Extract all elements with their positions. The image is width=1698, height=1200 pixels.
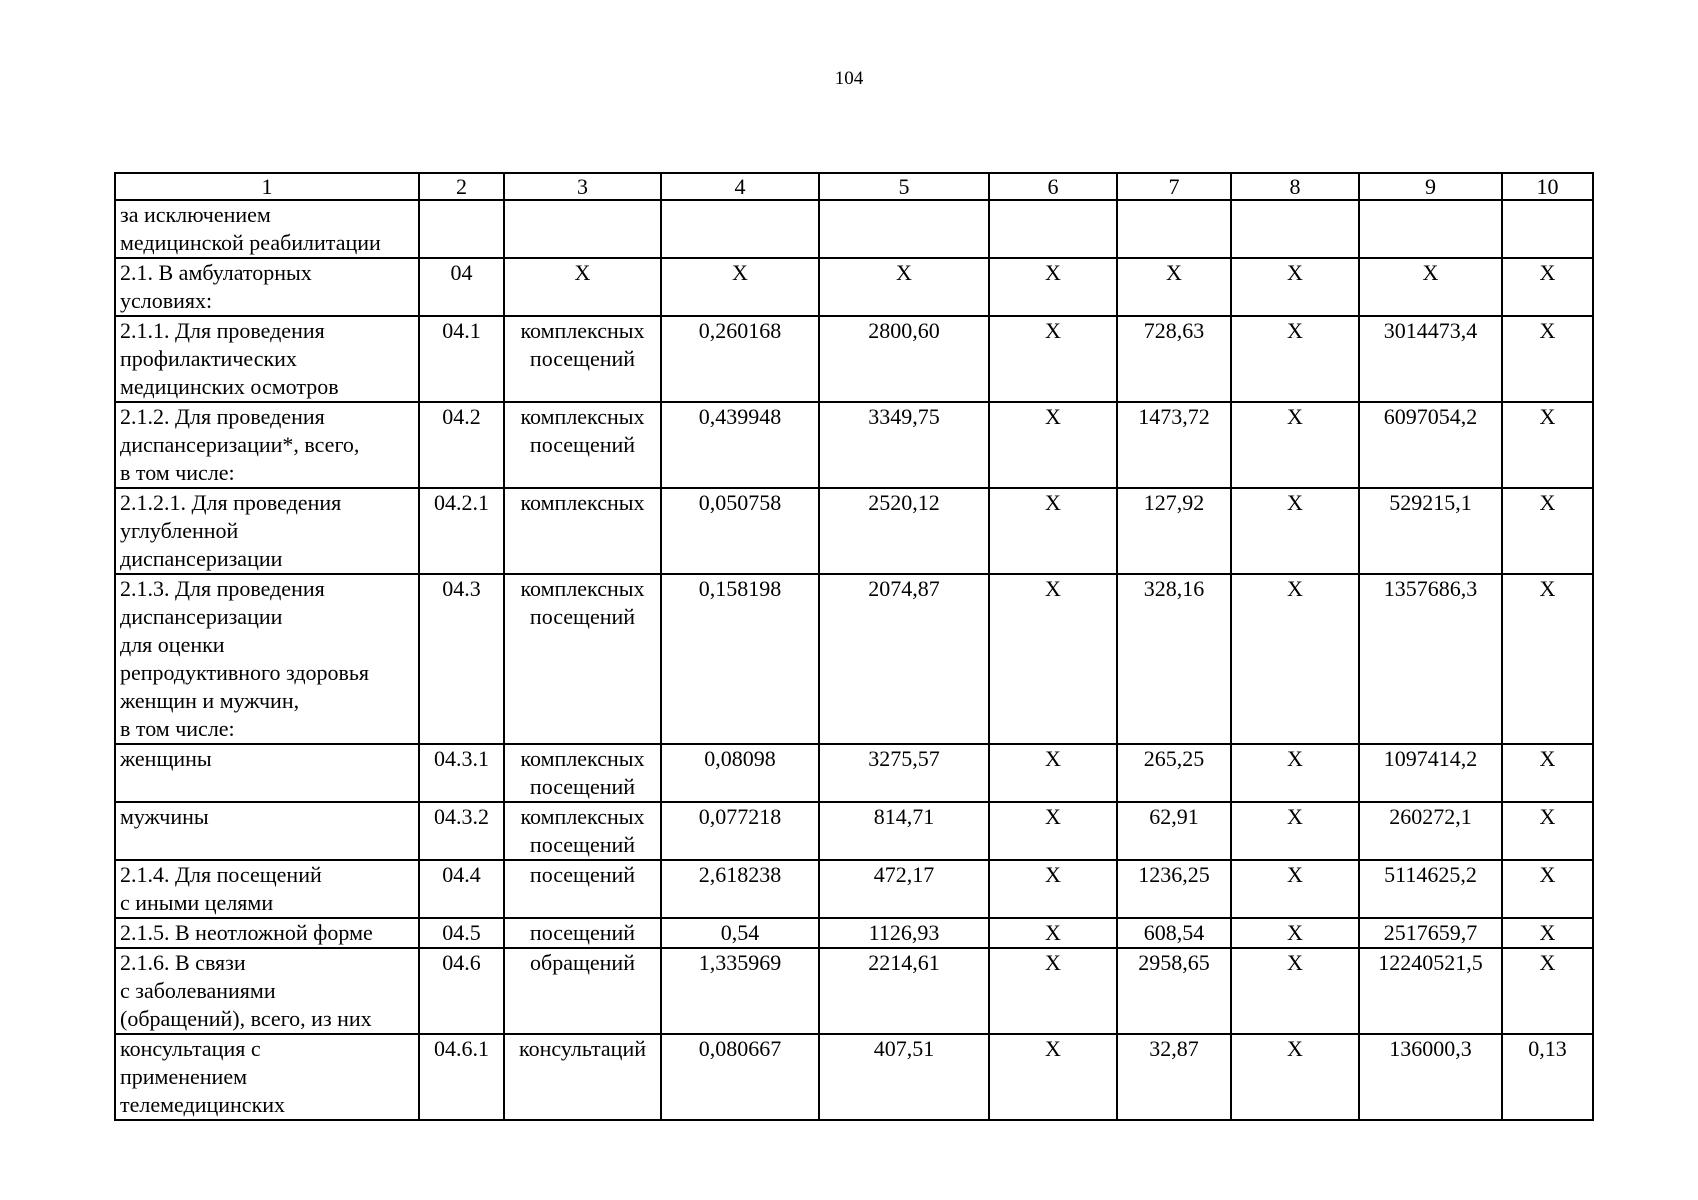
table-cell: Х xyxy=(1231,1034,1359,1120)
table-cell: 472,17 xyxy=(819,860,989,918)
table-row xyxy=(115,918,1593,948)
row-name-cell: 2.1.6. В связи с заболеваниями (обращений), всего, из них xyxy=(115,948,419,1034)
table-cell: Х xyxy=(989,574,1117,744)
table-cell: комплексных посещений xyxy=(504,402,661,488)
table-cell: 814,71 xyxy=(819,802,989,860)
table-cell: обращений xyxy=(504,948,661,1034)
table-cell: Х xyxy=(989,918,1117,948)
table-cell: 0,439948 xyxy=(661,402,819,488)
table-cell: 0,050758 xyxy=(661,488,819,574)
table-cell: 1236,25 xyxy=(1117,860,1231,918)
table-cell: 1,335969 xyxy=(661,948,819,1034)
table-cell: Х xyxy=(1502,860,1593,918)
table-cell: 04.1 xyxy=(419,316,504,402)
table-cell xyxy=(1231,200,1359,258)
table-row xyxy=(115,860,1593,918)
table-cell: Х xyxy=(1231,488,1359,574)
header-row xyxy=(115,173,1593,200)
table-row xyxy=(115,574,1593,744)
table-cell: Х xyxy=(1231,402,1359,488)
row-name-cell: 2.1.1. Для проведения профилактических медицинских осмотров xyxy=(115,316,419,402)
table-cell: Х xyxy=(989,802,1117,860)
header-cell: 5 xyxy=(819,173,989,200)
header-cell: 2 xyxy=(419,173,504,200)
header-cell: 6 xyxy=(989,173,1117,200)
table-cell: консультаций xyxy=(504,1034,661,1120)
data-table xyxy=(114,172,1594,1121)
table-cell: 0,158198 xyxy=(661,574,819,744)
table-cell: Х xyxy=(989,744,1117,802)
table-cell: Х xyxy=(1231,802,1359,860)
table-cell: Х xyxy=(1231,258,1359,316)
table-cell: Х xyxy=(1502,316,1593,402)
table-cell: 728,63 xyxy=(1117,316,1231,402)
table-cell: 6097054,2 xyxy=(1359,402,1502,488)
header-cell: 4 xyxy=(661,173,819,200)
table-cell xyxy=(989,200,1117,258)
table-cell: 04.4 xyxy=(419,860,504,918)
table-cell: 1126,93 xyxy=(819,918,989,948)
table-cell: 32,87 xyxy=(1117,1034,1231,1120)
header-cell: 1 xyxy=(115,173,419,200)
row-name-cell: 2.1.3. Для проведения диспансеризации для оценки репродуктивного здоровья женщин и мужчин, в том числе: xyxy=(115,574,419,744)
table-cell: 04.2.1 xyxy=(419,488,504,574)
table-cell: 04.5 xyxy=(419,918,504,948)
table-cell: 1097414,2 xyxy=(1359,744,1502,802)
table-cell: 2958,65 xyxy=(1117,948,1231,1034)
table-cell: 3275,57 xyxy=(819,744,989,802)
table-cell: 608,54 xyxy=(1117,918,1231,948)
table-cell: Х xyxy=(661,258,819,316)
table-cell xyxy=(661,200,819,258)
table-cell: Х xyxy=(1502,744,1593,802)
table-cell: 5114625,2 xyxy=(1359,860,1502,918)
table-cell: комплексных посещений xyxy=(504,744,661,802)
table-cell: 260272,1 xyxy=(1359,802,1502,860)
table-cell: 0,08098 xyxy=(661,744,819,802)
table-row xyxy=(115,258,1593,316)
header-cell: 8 xyxy=(1231,173,1359,200)
table-cell: Х xyxy=(1231,316,1359,402)
row-name-cell: 2.1.4. Для посещений с иными целями xyxy=(115,860,419,918)
table-cell: 0,13 xyxy=(1502,1034,1593,1120)
row-name-cell: 2.1.2.1. Для проведения углубленной диспансеризации xyxy=(115,488,419,574)
table-cell: Х xyxy=(989,948,1117,1034)
table-cell: Х xyxy=(989,402,1117,488)
table-cell: Х xyxy=(1502,574,1593,744)
table-cell: Х xyxy=(1502,488,1593,574)
table-cell xyxy=(504,200,661,258)
table-cell: Х xyxy=(1231,860,1359,918)
table-cell: Х xyxy=(1502,918,1593,948)
table-cell: 2520,12 xyxy=(819,488,989,574)
row-name-cell: женщины xyxy=(115,744,419,802)
table-cell xyxy=(1359,200,1502,258)
header-cell: 7 xyxy=(1117,173,1231,200)
table-cell: Х xyxy=(989,488,1117,574)
row-name-cell: за исключением медицинской реабилитации xyxy=(115,200,419,258)
table-cell: Х xyxy=(504,258,661,316)
table-cell: комплексных посещений xyxy=(504,316,661,402)
table-cell: 136000,3 xyxy=(1359,1034,1502,1120)
table-cell xyxy=(819,200,989,258)
table-cell: 2517659,7 xyxy=(1359,918,1502,948)
table-cell: 0,077218 xyxy=(661,802,819,860)
table-cell: 328,16 xyxy=(1117,574,1231,744)
table-cell: Х xyxy=(1231,744,1359,802)
table-cell: Х xyxy=(1502,802,1593,860)
table-cell: 1357686,3 xyxy=(1359,574,1502,744)
table-cell: Х xyxy=(1231,574,1359,744)
table-row xyxy=(115,488,1593,574)
table-row xyxy=(115,802,1593,860)
table-cell: 12240521,5 xyxy=(1359,948,1502,1034)
table-cell: 04.3.2 xyxy=(419,802,504,860)
table-cell: Х xyxy=(1502,948,1593,1034)
table-cell: 3349,75 xyxy=(819,402,989,488)
table-cell: Х xyxy=(819,258,989,316)
table-cell: Х xyxy=(989,1034,1117,1120)
table-cell xyxy=(1502,200,1593,258)
table-row xyxy=(115,316,1593,402)
table-cell: Х xyxy=(1117,258,1231,316)
table-cell: 2074,87 xyxy=(819,574,989,744)
table-row xyxy=(115,200,1593,258)
table-cell: 0,080667 xyxy=(661,1034,819,1120)
table-row xyxy=(115,948,1593,1034)
row-name-cell: 2.1.2. Для проведения диспансеризации*, всего, в том числе: xyxy=(115,402,419,488)
table-cell: 265,25 xyxy=(1117,744,1231,802)
table-cell xyxy=(419,200,504,258)
table-cell: Х xyxy=(989,316,1117,402)
table-cell: Х xyxy=(1359,258,1502,316)
table-row xyxy=(115,402,1593,488)
table-cell: 529215,1 xyxy=(1359,488,1502,574)
table-cell: 2214,61 xyxy=(819,948,989,1034)
table-cell: 04.3 xyxy=(419,574,504,744)
page-number: 104 xyxy=(834,68,864,89)
row-name-cell: 2.1. В амбулаторных условиях: xyxy=(115,258,419,316)
table-cell: 0,54 xyxy=(661,918,819,948)
table-cell: посещений xyxy=(504,860,661,918)
table-cell: комплексных посещений xyxy=(504,802,661,860)
header-cell: 3 xyxy=(504,173,661,200)
table-cell: 04 xyxy=(419,258,504,316)
table-cell: Х xyxy=(989,860,1117,918)
table-cell: 0,260168 xyxy=(661,316,819,402)
table-cell xyxy=(1117,200,1231,258)
header-cell: 9 xyxy=(1359,173,1502,200)
table-cell: Х xyxy=(1231,918,1359,948)
table-cell: комплексных xyxy=(504,488,661,574)
table-cell: 04.3.1 xyxy=(419,744,504,802)
table-cell: 407,51 xyxy=(819,1034,989,1120)
table-cell: посещений xyxy=(504,918,661,948)
table-cell: 04.2 xyxy=(419,402,504,488)
table-cell: комплексных посещений xyxy=(504,574,661,744)
table-row xyxy=(115,744,1593,802)
table-cell: 2,618238 xyxy=(661,860,819,918)
table-cell: 2800,60 xyxy=(819,316,989,402)
table-cell: 127,92 xyxy=(1117,488,1231,574)
table-cell: 04.6 xyxy=(419,948,504,1034)
table-cell: Х xyxy=(989,258,1117,316)
row-name-cell: мужчины xyxy=(115,802,419,860)
table-cell: 3014473,4 xyxy=(1359,316,1502,402)
row-name-cell: 2.1.5. В неотложной форме xyxy=(115,918,419,948)
table-cell: Х xyxy=(1231,948,1359,1034)
table-cell: 04.6.1 xyxy=(419,1034,504,1120)
table-row xyxy=(115,1034,1593,1120)
table-cell: 62,91 xyxy=(1117,802,1231,860)
row-name-cell: консультация с применением телемедицинских xyxy=(115,1034,419,1120)
header-cell: 10 xyxy=(1502,173,1593,200)
table-cell: 1473,72 xyxy=(1117,402,1231,488)
table-cell: Х xyxy=(1502,402,1593,488)
table-cell: Х xyxy=(1502,258,1593,316)
